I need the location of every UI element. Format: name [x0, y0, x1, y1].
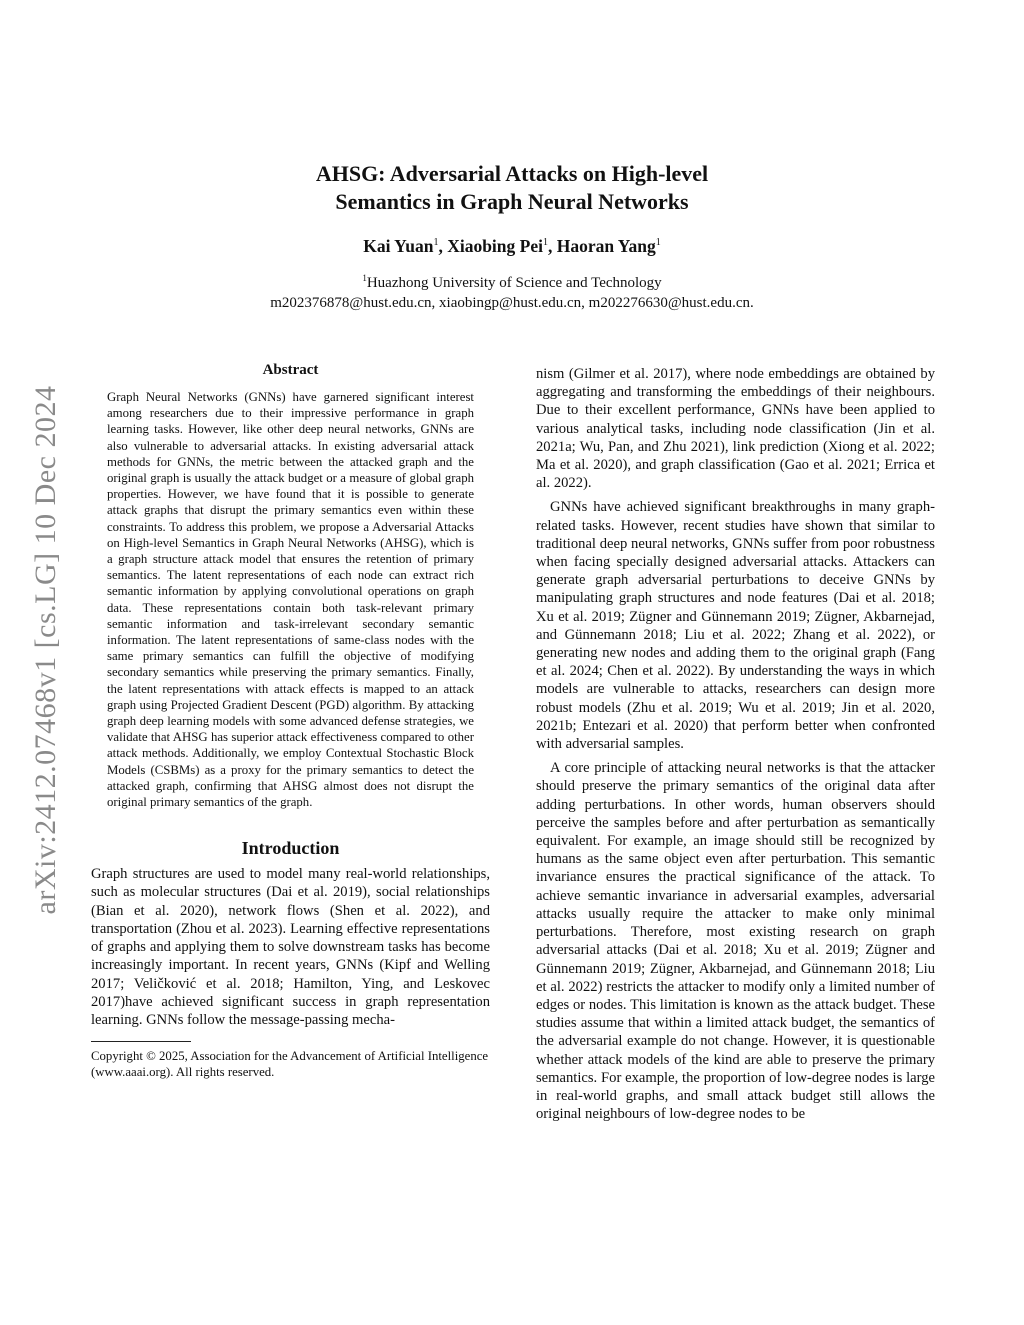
affiliation-mark: 1 — [655, 237, 661, 249]
affiliation-mark: 1 — [542, 237, 548, 249]
author-name: Xiaobing Pei — [447, 236, 543, 256]
introduction-heading: Introduction — [241, 838, 340, 859]
body-paragraph: A core principle of attacking neural networks is that the attacker should preserve the primary semantics of the original data after adding perturbations. In other words, human observers should perceive the samples before and after perturbation as semantically equivalent. For example, an image should still be recognized by humans as the same object even after perturbation. This semantic invariance ensures the practical significance of the attack. To achieve semantic invariance in adversarial examples, adversarial attacks usually require the attacker to make only minimal perturbations. Therefore, most existing research on graph adversarial attacks (Dai et al. 2018; Xu et al. 2019; Zügner and Günnemann 2019; Zügner, Akbarnejad, and Günnemann 2018; Liu et al. 2022) restricts the attacker to modify only a limited number of edges or nodes. This limitation is known as the attack budget. These studies assume that within a limited attack budget, the semantics of the adversarial example do not change. However, it is questionable whether attack models of the kind are able to preserve the primary semantics. For example, the proportion of low-degree nodes is large in real-world graphs, and small attack budget still allows the original neighbours of low-degree nodes to be — [536, 760, 935, 1123]
author-name: Kai Yuan — [363, 236, 434, 256]
paper-title — [0, 160, 1024, 216]
title-line-1: AHSG: Adversarial Attacks on High-level — [315, 161, 709, 186]
body-paragraph: nism (Gilmer et al. 2017), where node embeddings are obtained by aggregating and transforming the embeddings of their neighbours. Due to their excellent performance, GNNs have been applied to various analytical tasks, including node classification (Jin et al. 2021a; Wu, Pan, and Zhu 2021), link prediction (Xiong et al. 2022; Ma et al. 2020), and graph classification (Gao et al. 2021; Errica et al. 2022). — [536, 366, 935, 492]
affiliation-mark: 1 — [362, 273, 367, 283]
institution-name: Huazhong University of Science and Technology — [366, 275, 662, 291]
body-paragraph: GNNs have achieved significant breakthroughs in many graph-related tasks. However, recent studies have shown that similar to traditional deep neural networks, GNNs suffer from poor robustness when facing specially designed adversarial attacks. Attackers can generate graph adversarial perturbations to deceive GNNs by manipulating graph structures and node features (Dai et al. 2018; Xu et al. 2019; Zügner and Günnemann 2019; Zügner, Akbarnejad, and Günnemann 2018; Liu et al. 2022; Zhang et al. 2022), or generating new nodes and adding them to the original graph (Fang et al. 2024; Chen et al. 2022). By understanding the ways in which models are vulnerable to attacks, researchers can design more robust models (Zhu et al. 2019; Wu et al. 2019; Jin et al. 2020, 2021b; Entezari et al. 2020) that perform better when confronted with adversarial samples. — [536, 499, 935, 753]
arxiv-identifier: arXiv:2412.07468v1 [cs.LG] 10 Dec 2024 — [29, 385, 62, 915]
introduction-paragraph: Graph structures are used to model many real-world relationships, such as molecular structures (Dai et al. 2019), social relationships (Bian et al. 2020), network flows (Shen et al. 2022), and transportation (Zhou et al. 2023). Learning effective representations of graphs and applying them to solve downstream tasks has become increasingly important. In recent years, GNNs (Kipf and Welling 2017; Veličković et al. 2018; Hamilton, Ying, and Leskovec 2017)have achieved significant success in graph representation learning. GNNs follow the message-passing mecha- — [91, 866, 490, 1028]
left-column — [91, 362, 490, 1080]
author-name: Haoran Yang — [556, 236, 656, 256]
author-emails: m202376878@hust.edu.cn, xiaobingp@hust.edu.cn, m202276630@hust.edu.cn. — [270, 295, 754, 311]
author-separator: , — [547, 236, 557, 256]
right-column — [536, 365, 935, 1129]
abstract-text: Graph Neural Networks (GNNs) have garnered significant interest among researchers due to their impressive performance in graph learning tasks. However, like other deep neural networks, GNNs are also vulnerable to adversarial attacks. In existing adversarial attack methods for GNNs, the metric between the attacked graph and the original graph is usually the attack budget or a measure of global graph properties. However, we have found that it is possible to generate attack graphs that disrupt the primary semantics even within these constraints. To address this problem, we propose a Adversarial Attacks on High-level Semantics in Graph Neural Networks (AHSG), which is a graph structure attack model that ensures the retention of primary semantics. The latent representations of each node can extract rich semantic information by applying convolutional operations on graph data. These representations contain both task-relevant primary semantic information and task-irrelevant secondary semantic information. The latent representations of same-class nodes with the same primary semantics can fulfill the objective of modifying secondary semantics while preserving the primary semantics. Finally, the latent representations with attack effects is mapped to an attack graph using Projected Gradient Descent (PGD) algorithm. By attacking graph deep learning models with some advanced defense strategies, we validate that AHSG has superior attack effectiveness compared to other attack methods. Additionally, we employ Contextual Stochastic Block Models (CSBMs) as a proxy for the primary semantics to detect the attacked graph, confirming that AHSG almost does not disrupt the original primary semantics of the graph. — [107, 390, 474, 810]
affiliation-institution-line — [0, 268, 1024, 293]
author-list — [0, 236, 1024, 257]
affiliation-mark: 1 — [433, 237, 439, 249]
copyright-footnote: Copyright © 2025, Association for the Advancement of Artificial Intelligence (www.aaai.org). All rights reserved. — [91, 1049, 489, 1080]
abstract-heading: Abstract — [262, 362, 319, 378]
footnote-divider — [91, 1041, 191, 1042]
title-line-2: Semantics in Graph Neural Networks — [335, 189, 689, 214]
affiliation-block — [0, 268, 1024, 313]
author-separator: , — [438, 236, 448, 256]
